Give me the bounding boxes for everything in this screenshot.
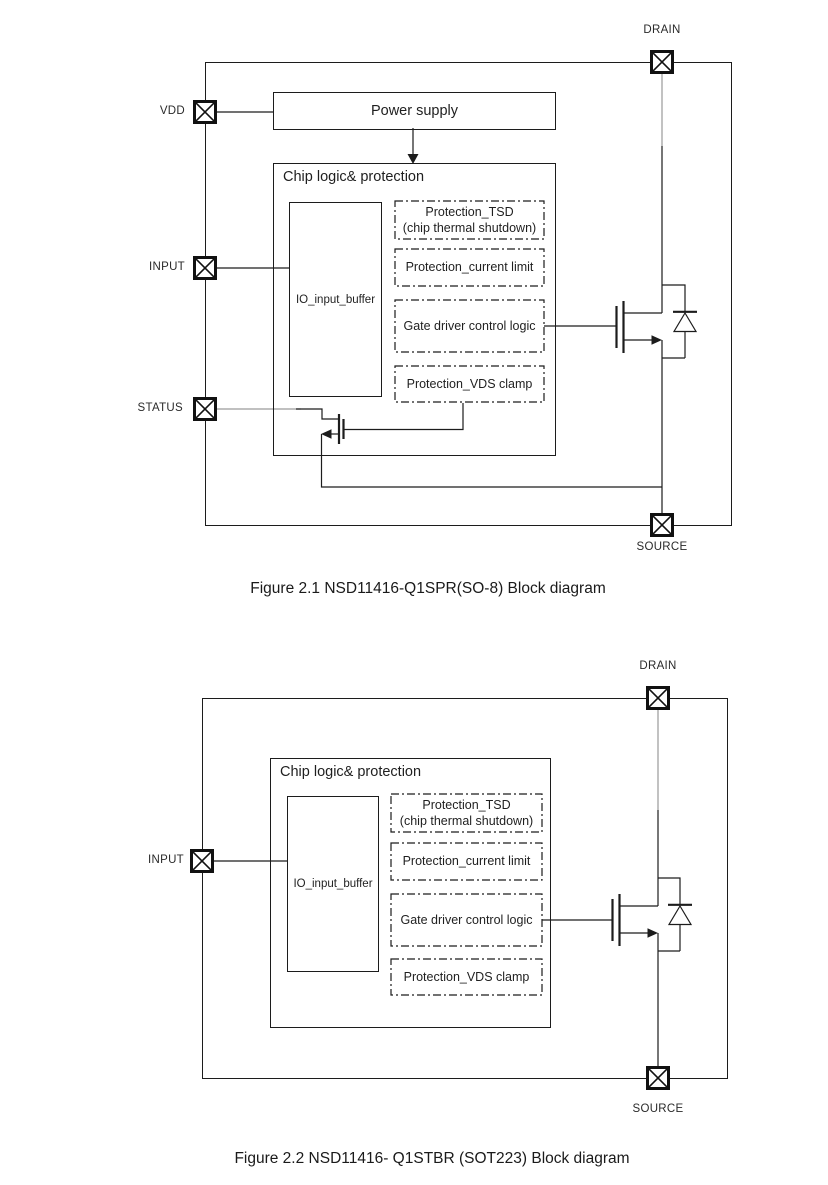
fig2-io-buffer-box (287, 796, 379, 972)
fig1-power-supply-box (273, 92, 556, 130)
fig2-protection-tsd-label: Protection_TSD (422, 797, 511, 812)
fig2-input-pin (190, 849, 214, 873)
pin-cross-icon (649, 689, 667, 707)
pin-cross-icon (196, 103, 214, 121)
fig2-gate-driver-label: Gate driver control logic (400, 912, 533, 927)
fig2-caption: Figure 2.2 NSD11416- Q1STBR (SOT223) Block diagram (234, 1150, 630, 1167)
fig1-gate-driver-label: Gate driver control logic (403, 318, 536, 333)
fig1-vdd-label: VDD (159, 105, 185, 117)
fig2-gate-driver-labelbox (391, 894, 542, 946)
fig2-protection-vds-label: Protection_VDS clamp (403, 969, 530, 984)
fig1-gate-driver-labelbox (395, 300, 544, 352)
fig1-drain-label: DRAIN (643, 24, 681, 36)
fig1-source-label: SOURCE (636, 541, 688, 553)
fig1-source-pin (650, 513, 674, 537)
fig1-protection-current-label: Protection_current limit (405, 260, 534, 275)
fig1-io-buffer-label: IO_input_buffer (295, 293, 376, 306)
fig1-protection-current-labelbox (395, 249, 544, 286)
fig2-protection-tsd-labelbox (391, 794, 542, 832)
fig2-protection-vds-labelbox (391, 959, 542, 995)
fig1-vdd-pin (193, 100, 217, 124)
fig1-protection-tsd-label: Protection_TSD (425, 204, 514, 219)
fig2-chip-logic-label: Chip logic& protection (280, 764, 422, 780)
fig1-drain-pin (650, 50, 674, 74)
fig1-protection-tsd-sublabel: (chip thermal shutdown) (402, 221, 537, 235)
fig2-io-buffer-label: IO_input_buffer (293, 878, 373, 890)
fig1-status-pin (193, 397, 217, 421)
fig2-input-label: INPUT (148, 854, 184, 866)
pin-cross-icon (196, 259, 214, 277)
fig1-caption: Figure 2.1 NSD11416-Q1SPR(SO-8) Block diagram (250, 580, 606, 597)
fig2-drain-pin (646, 686, 670, 710)
pin-cross-icon (193, 852, 211, 870)
pin-cross-icon (653, 516, 671, 534)
fig1-protection-vds-label: Protection_VDS clamp (406, 376, 533, 391)
pin-cross-icon (649, 1069, 667, 1087)
fig1-io-buffer-box (289, 202, 382, 397)
fig2-source-label: SOURCE (632, 1103, 684, 1115)
fig1-input-pin (193, 256, 217, 280)
fig2-protection-current-label: Protection_current limit (402, 854, 531, 869)
pin-cross-icon (196, 400, 214, 418)
fig2-source-pin (646, 1066, 670, 1090)
fig1-protection-tsd-labelbox (395, 201, 544, 239)
fig1-power-supply-label: Power supply (370, 103, 459, 119)
fig1-input-label: INPUT (149, 261, 185, 273)
fig1-protection-vds-labelbox (395, 366, 544, 402)
fig2-drain-label: DRAIN (639, 660, 677, 672)
pin-cross-icon (653, 53, 671, 71)
fig1-status-label: STATUS (137, 402, 183, 414)
fig2-protection-tsd-sublabel: (chip thermal shutdown) (399, 814, 534, 828)
fig2-protection-current-labelbox (391, 843, 542, 880)
fig1-chip-logic-label: Chip logic& protection (283, 169, 425, 185)
